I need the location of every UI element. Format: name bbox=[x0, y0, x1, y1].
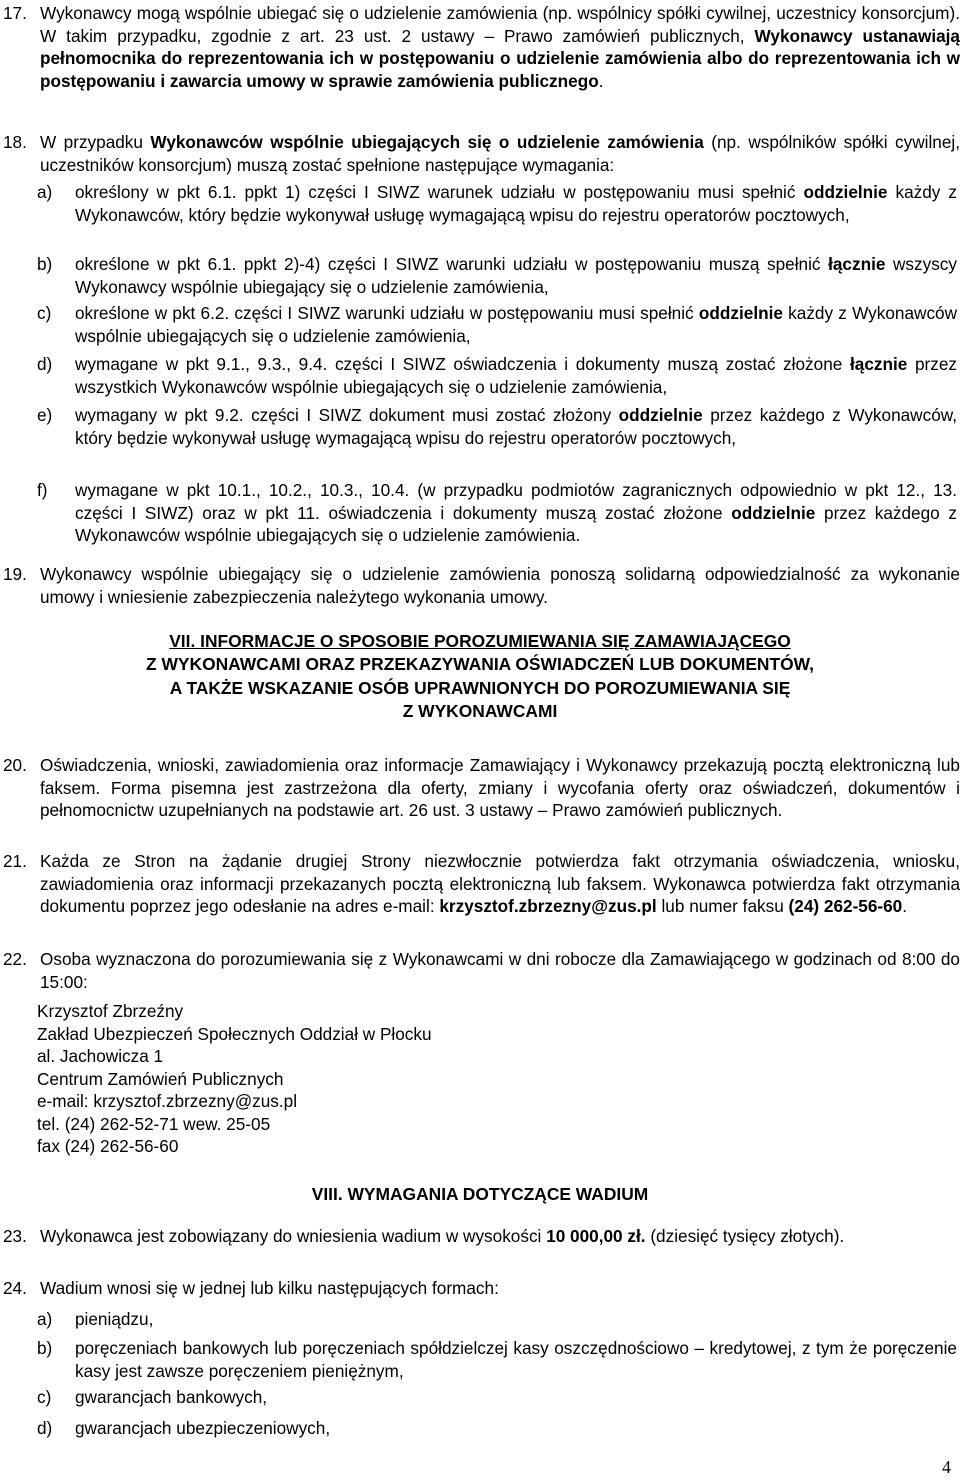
item-19 bbox=[3, 563, 960, 608]
address-line: fax (24) 262-56-60 bbox=[37, 1136, 179, 1156]
sub-item-18b: b) określone w pkt 6.1. ppkt 2)-4) części I SIWZ warunki udziału w postępowaniu muszą spełnić łącznie wszyscy Wykonawcy wspólnie ubiegający się o udzielenie zamówienia, bbox=[37, 254, 957, 297]
heading-line: Z WYKONAWCAMI ORAZ PRZEKAZYWANIA OŚWIADCZEŃ LUB DOKUMENTÓW, bbox=[146, 654, 814, 675]
sub-item-18c: c) określone w pkt 6.2. części I SIWZ warunki udziału w postępowaniu musi spełnić oddzielnie każdy z Wykonawców wspólnie ubiegających się o udzielenie zamówienia, bbox=[37, 303, 958, 346]
item-17 bbox=[3, 2, 960, 92]
item-24 bbox=[3, 1277, 960, 1300]
item-number: 22. bbox=[3, 949, 27, 969]
item-number: 23. bbox=[3, 1226, 27, 1246]
address-line: Zakład Ubezpieczeń Społecznych Oddział w Płocku bbox=[37, 1023, 432, 1044]
sub-item-18d: d) wymagane w pkt 9.1., 9.3., 9.4. części I SIWZ oświadczenia i dokumenty muszą zostać złożone łącznie przez wszystkich Wykonawców wspólnie ubiegających się o udzielenie zamówienia, bbox=[37, 354, 957, 397]
sub-item-18a: a) określony w pkt 6.1. ppkt 1) części I SIWZ warunek udziału w postępowaniu musi spełnić oddzielnie każdy z Wykonawców, który będzie wykonywał usługę wymagającą wpisu do rejestru operatorów pocztowych, bbox=[37, 182, 957, 225]
item-text: Osoba wyznaczona do porozumiewania się z Wykonawcami w dni robocze dla Zamawiającego w godzinach od 8:00 do 15:00: bbox=[40, 949, 960, 992]
sub-item-18e: e) wymagany w pkt 9.2. części I SIWZ dokument musi zostać złożony oddzielnie przez każdego z Wykonawców, który będzie wykonywał usługę wymagającą wpisu do rejestru operatorów pocztowych, bbox=[37, 405, 957, 448]
address-line: e-mail: krzysztof.zbrzezny@zus.pl bbox=[37, 1091, 298, 1111]
item-21 bbox=[3, 850, 960, 918]
sub-item-24a: a) pieniądzu, bbox=[37, 1309, 154, 1329]
item-text: Wadium wnosi się w jednej lub kilku następujących formach: bbox=[40, 1278, 499, 1298]
item-18 bbox=[3, 131, 960, 176]
item-text: Oświadczenia, wnioski, zawiadomienia oraz informacje Zamawiający i Wykonawcy przekazują pocztą elektroniczną lub faksem. Forma pisemna jest zastrzeżona dla oferty, zmiany i wycofania oferty oraz oświadczeń, dokumentów i pełnomocnictw uzupełnianych na podstawie art. 26 ust. 3 ustawy – Prawo zamówień publicznych. bbox=[40, 755, 960, 820]
sub-item-24b: b) poręczeniach bankowych lub poręczeniach spółdzielczej kasy oszczędnościowo – kredytowej, z tym że poręczenie kasy jest zawsze poręczeniem pieniężnym, bbox=[37, 1338, 957, 1381]
heading-line: Z WYKONAWCAMI bbox=[402, 700, 558, 721]
address-line: Krzysztof Zbrzeźny bbox=[37, 1001, 184, 1021]
item-text: Wykonawcy wspólnie ubiegający się o udzielenie zamówienia ponoszą solidarną odpowiedzialność za wykonanie umowy i wniesienie zabezpieczenia należytego wykonania umowy. bbox=[40, 564, 960, 607]
item-20 bbox=[3, 754, 960, 822]
item-text: W przypadku Wykonawców wspólnie ubiegających się o udzielenie zamówienia (np. wspólników spółki cywilnej, uczestników konsorcjum) muszą zostać spełnione następujące wymagania: bbox=[40, 132, 960, 175]
item-text: Wykonawca jest zobowiązany do wniesienia wadium w wysokości 10 000,00 zł. (dziesięć tysięcy złotych). bbox=[40, 1226, 845, 1246]
page-number: 4 bbox=[942, 1457, 951, 1477]
heading-line: VII. INFORMACJE O SPOSOBIE POROZUMIEWANIA SIĘ ZAMAWIAJĄCEGO bbox=[169, 631, 791, 651]
sub-item-24d: d) gwarancjach ubezpieczeniowych, bbox=[37, 1418, 331, 1438]
sub-item-18f: f) wymagane w pkt 10.1., 10.2., 10.3., 10.4. (w przypadku podmiotów zagranicznych odpowiednio w pkt 12., 13. części I SIWZ) oraz w pkt 11. oświadczenia i dokumenty muszą zostać złożone oddzielnie przez każdego z Wykonawców wspólnie ubiegających się o udzielenie zamówienia. bbox=[37, 480, 958, 545]
address-line: Centrum Zamówień Publicznych bbox=[37, 1068, 284, 1089]
address-line: al. Jachowicza 1 bbox=[37, 1046, 164, 1066]
item-text: Każda ze Stron na żądanie drugiej Strony niezwłocznie potwierdza fakt otrzymania oświadczenia, wniosku, zawiadomienia oraz informacji przekazanych pocztą elektroniczną lub faksem. Wykonawca potwierdza fakt otrzymania dokumentu poprzez jego odesłanie na adres e-mail: krzysztof.zbrzezny@zus.pl lub numer faksu (24) 262-56-60. bbox=[40, 851, 960, 916]
item-number: 19. bbox=[3, 564, 27, 584]
item-number: 17. bbox=[3, 3, 27, 23]
sub-item-24c: c) gwarancjach bankowych, bbox=[37, 1387, 268, 1407]
item-22 bbox=[3, 948, 960, 993]
item-text: Wykonawcy mogą wspólnie ubiegać się o udzielenie zamówienia (np. wspólnicy spółki cywilnej, uczestnicy konsorcjum). W takim przypadku, zgodnie z art. 23 ust. 2 ustawy – Prawo zamówień publicznych, Wykonawcy ustanawiają pełnomocnika do reprezentowania ich w postępowaniu o udzielenie zamówienia albo do reprezentowania ich w postępowaniu i zawarcia umowy w sprawie zamówienia publicznego. bbox=[40, 3, 960, 91]
address-line: tel. (24) 262-52-71 wew. 25-05 bbox=[37, 1113, 271, 1134]
item-number: 20. bbox=[3, 755, 27, 775]
section-7-heading bbox=[0, 630, 960, 723]
email-link[interactable]: krzysztof.zbrzezny@zus.pl bbox=[439, 896, 657, 916]
item-number: 18. bbox=[3, 132, 27, 152]
item-number: 24. bbox=[3, 1278, 27, 1298]
section-8-heading: VIII. WYMAGANIA DOTYCZĄCE WADIUM bbox=[311, 1184, 649, 1204]
item-23 bbox=[3, 1225, 960, 1248]
item-number: 21. bbox=[3, 851, 27, 871]
heading-line: A TAKŻE WSKAZANIE OSÓB UPRAWNIONYCH DO POROZUMIEWANIA SIĘ bbox=[169, 677, 791, 698]
contact-address bbox=[37, 1000, 937, 1158]
